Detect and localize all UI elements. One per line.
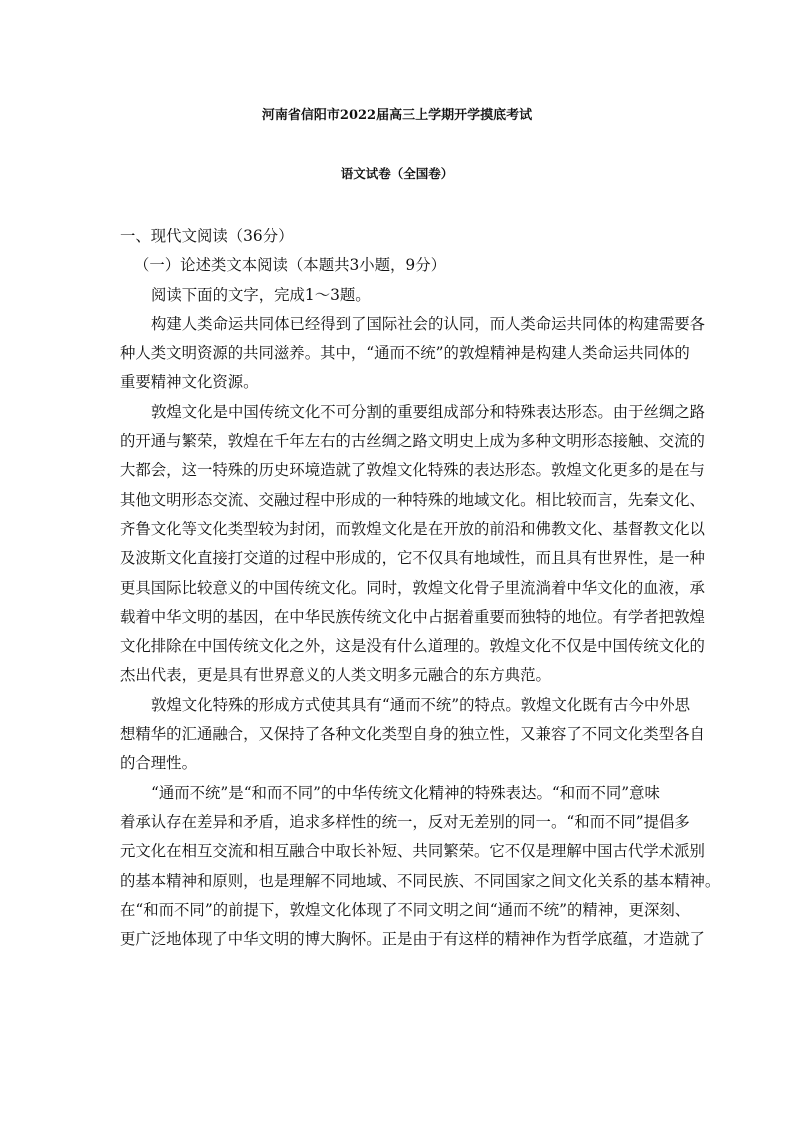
paragraph-line: 其他文明形态交流、交融过程中形成的一种特殊的地域文化。相比较而言，先秦文化、 — [120, 490, 705, 509]
document-title: 河南省信阳市2022届高三上学期开学摸底考试 — [261, 108, 533, 123]
paragraph-line: 在“和而不同”的前提下，敦煌文化体现了不同文明之间“通而不统”的精神，更深刻、 — [120, 900, 691, 919]
paragraph-line: 更广泛地体现了中华文明的博大胸怀。正是由于有这样的精神作为哲学底蕴，才造就了 — [120, 930, 705, 949]
paragraph-line: 着承认存在差异和矛盾，追求多样性的统一，反对无差别的同一。“和而不同”提倡多 — [120, 812, 690, 831]
paragraph-line: “通而不统”是“和而不同”的中华传统文化精神的特殊表达。“和而不同”意味 — [151, 783, 660, 802]
paragraph-line: 杰出代表，更是具有世界意义的人类文明多元融合的东方典范。 — [120, 666, 551, 685]
document-body — [120, 222, 721, 954]
paragraph-line: 重要精神文化资源。 — [120, 373, 259, 392]
paragraph-line: 更具国际比较意义的中国传统文化。同时，敦煌文化骨子里流淌着中华文化的血液，承 — [120, 578, 705, 597]
paragraph-line: 元文化在相互交流和相互融合中取长补短、共同繁荣。它不仅是理解中国古代学术派别 — [120, 842, 705, 861]
paragraph-line: 的合理性。 — [120, 754, 197, 773]
instruction-text: 阅读下面的文字，完成1～3题。 — [151, 285, 371, 304]
paragraph-line: 文化排除在中国传统文化之外，这是没有什么道理的。敦煌文化不仅是中国传统文化的 — [120, 637, 705, 656]
paragraph-line: 的开通与繁荣，敦煌在千年左右的古丝绸之路文明史上成为多种文明形态接触、交流的 — [120, 432, 705, 451]
document-subtitle: 语文试卷（全国卷） — [340, 166, 454, 181]
paragraph-line: 载着中华文明的基因，在中华民族传统文化中占据着重要而独特的地位。有学者把敦煌 — [120, 607, 705, 626]
paragraph-line: 及波斯文化直接打交道的过程中形成的，它不仅具有地域性，而且具有世界性，是一种 — [120, 549, 705, 568]
paragraph-line: 敦煌文化是中国传统文化不可分割的重要组成部分和特殊表达形态。由于丝绸之路 — [151, 402, 706, 421]
paragraph-line: 大都会，这一特殊的历史环境造就了敦煌文化特殊的表达形态。敦煌文化更多的是在与 — [120, 461, 705, 480]
paragraph-line: 想精华的汇通融合，又保持了各种文化类型自身的独立性，又兼容了不同文化类型各自 — [120, 725, 705, 744]
section-heading: 一、现代文阅读（36分） — [120, 227, 294, 245]
paragraph-line: 的基本精神和原则，也是理解不同地域、不同民族、不同国家之间文化关系的基本精神。 — [120, 871, 721, 890]
paragraph-line: 构建人类命运共同体已经得到了国际社会的认同，而人类命运共同体的构建需要各 — [151, 314, 706, 333]
paragraph-line: 种人类文明资源的共同滋养。其中，“通而不统”的敦煌精神是构建人类命运共同体的 — [120, 344, 690, 363]
paragraph-line: 齐鲁文化等文化类型较为封闭，而敦煌文化是在开放的前沿和佛教文化、基督教文化以 — [120, 519, 705, 538]
paragraph-line: 敦煌文化特殊的形成方式使其具有“通而不统”的特点。敦煌文化既有古今中外思 — [151, 695, 691, 714]
subsection-heading: （一）论述类文本阅读（本题共3小题，9分） — [134, 256, 447, 275]
